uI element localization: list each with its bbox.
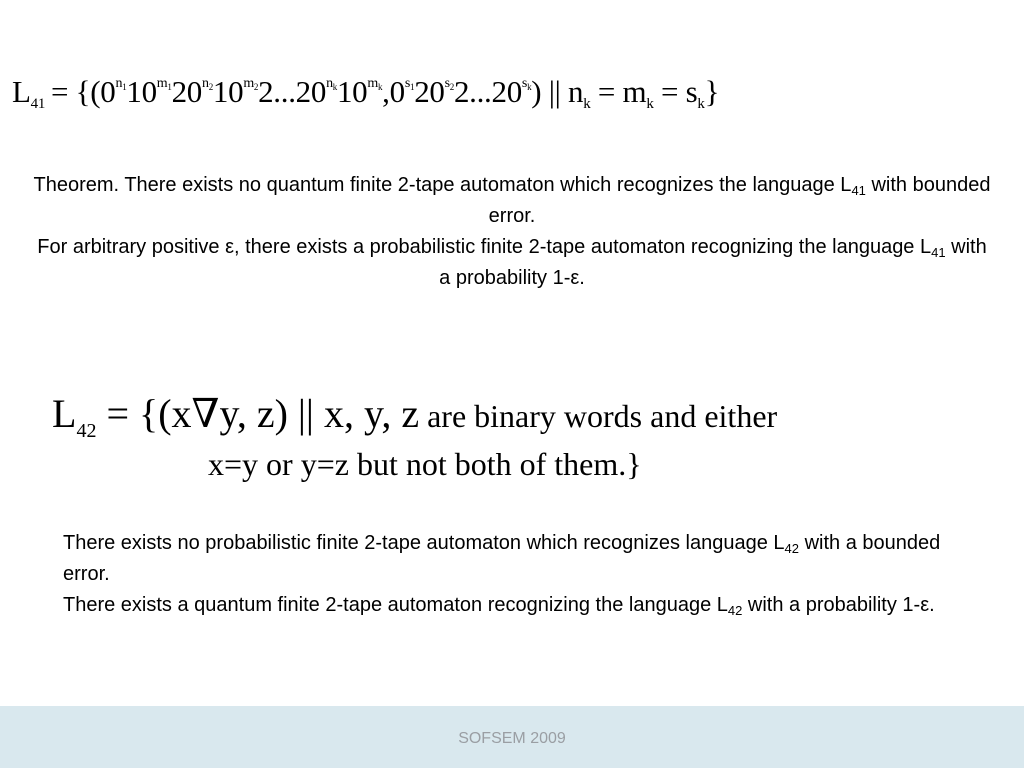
formula-lhs-subscript: 41 [30, 96, 46, 112]
language-l41-formula [12, 74, 1016, 110]
formula-text: are binary words and either [419, 398, 778, 434]
formula-exponent: n2 [202, 76, 213, 92]
theorem-l42-quantum-statement: There exists a quantum finite 2-tape automaton recognizing the language $L_{42}$ with a probability 1-ε. [63, 594, 935, 618]
formula-part: 2...20 [453, 74, 522, 109]
formula-part: 20 [414, 74, 445, 109]
formula-lhs: L [12, 74, 31, 109]
formula-math: = {(x∇y, z) || x, y, z [96, 391, 420, 436]
formula-exponent: m1 [156, 76, 172, 92]
formula-part: = s [653, 74, 698, 109]
formula-part: ) || n [531, 74, 584, 109]
formula-part: 10 [126, 74, 157, 109]
formula-index: k [583, 96, 591, 112]
theorem-l41-statement: Theorem. There exists no quantum finite 2-tape automaton which recognizes the language $L_{41}$ with bounded error. [33, 174, 991, 227]
formula-part: } [704, 74, 720, 109]
formula-part: 10 [212, 74, 244, 109]
formula-exponent: sk [521, 76, 532, 92]
formula-index: k [646, 96, 654, 112]
language-l42-formula [52, 390, 778, 442]
formula-part: 2...20 [258, 74, 327, 109]
formula-part: = m [590, 74, 647, 109]
formula-exponent: n1 [115, 76, 127, 92]
footer-conference-label: SOFSEM 2009 [458, 730, 566, 747]
theorem-l41-probabilistic-statement: For arbitrary positive ε, there exists a probabilistic finite 2-tape automaton recognizing the language $L_{41}$ with a probability 1-ε. [37, 236, 987, 289]
formula-exponent: mk [367, 76, 383, 92]
footer-bar [0, 706, 1024, 768]
formula-index: k [697, 96, 705, 112]
formula-part: ,0 [382, 74, 405, 109]
formula-exponent: m2 [243, 76, 259, 92]
formula-lhs: $L_{42}$ [52, 391, 97, 442]
language-l42-formula-continuation: x=y or y=z but not both of them.} [208, 446, 642, 482]
formula-part: = {(0 [51, 74, 116, 109]
theorem-l42 [63, 528, 983, 621]
formula-part: 10 [336, 74, 368, 109]
formula-exponent: s2 [444, 76, 454, 92]
formula-part: 20 [171, 74, 202, 109]
formula-exponent: s1 [404, 76, 415, 92]
formula-exponent: nk [326, 76, 337, 92]
theorem-l41 [30, 170, 994, 294]
theorem-l42-probabilistic-statement: There exists no probabilistic finite 2-tape automaton which recognizes language $L_{42}$ with a bounded error. [63, 532, 941, 585]
